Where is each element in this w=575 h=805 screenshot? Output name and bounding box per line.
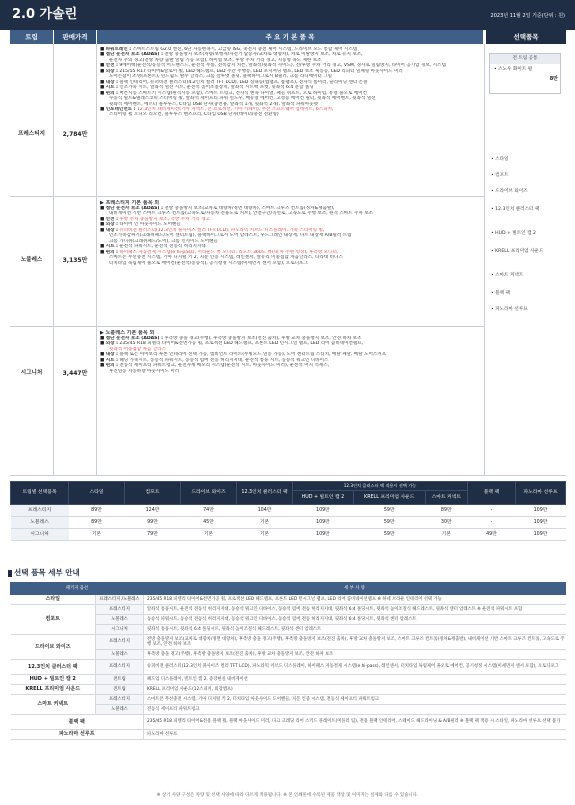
item-category: 편의 : <box>105 90 118 96</box>
trim-items <box>100 200 482 266</box>
det-trim: 노블레스 <box>96 705 144 715</box>
det-spec: 전동식 세이프티 파워트렁크 <box>144 705 566 715</box>
cmp-cell: 124만 <box>125 505 181 517</box>
cmp-subheader: HUD + 빌트인 캠 2 <box>293 491 354 505</box>
item-category: 외장 : <box>105 341 118 347</box>
item-line: ■ 인포테인먼트 : 12.3인치 내비게이션(기아 커넥트, 폰 프로젝션, 기아 카페이), 무선 소프트웨어 업데이트, 6스피커, <box>100 106 334 112</box>
section-title: 선택 품목 세부 안내 <box>14 568 80 577</box>
det-package: 스타일 <box>11 595 96 605</box>
common-option-item: • 스노우 화이트 펄 <box>494 67 533 72</box>
cmp-cell: 109만 <box>516 517 566 529</box>
option-item: • 컴포트 <box>491 173 509 178</box>
common-option-title: 전 트림 공통 <box>490 54 560 64</box>
item-line: ■ 파워트레인 : 스마트스트림 G2.0 엔진, 6단 자동변속기, 고급형 ISG, 축전지 충전 제어 시스템, 드라이브 모드 통합 제어 시스템 <box>100 47 358 52</box>
item-line <box>100 112 482 117</box>
divider <box>10 475 566 476</box>
item-category: ▶ 프레스티지 기본 품목 외 <box>100 200 160 206</box>
item-text: 인조가죽감싸기(크래쉬패드/도어 센터트림), 블랙하이그로시 도어 암레스트, 우드그레인 내장재, 나트 내장재 A/B필러 트림 <box>109 233 352 239</box>
cmp-cell: 기본 <box>237 529 293 541</box>
item-text: 스마트폰 무선충전 시스템, 기아 디지털 키 2, 지문 인증 시스템, 레인센서, 앞유리 이중접합 차음글라스, 타라대 비디스 <box>109 255 343 261</box>
divider <box>96 44 97 475</box>
item-category: 시트 : <box>105 357 118 363</box>
cmp-trim: 노블레스 <box>11 517 69 529</box>
cmp-cell: 79만 <box>125 529 181 541</box>
det-package: 드라이브 와이즈 <box>11 635 96 660</box>
det-trim: 노블레스 <box>96 615 144 625</box>
item-text: 후방 주차 충돌방지 보조, 측방 주차 거리 경고 <box>117 216 211 222</box>
item-line: ■ 안전 : 9에어백(운전석/동승석 어드밴스드, 운전석 무릎, 전복감지 커튼, 앞좌석/뒷좌석 사이드), 전/후방 주차 거리 경고, VSM, 경사로 밀림방지, 타이어 공기압 경보, 시스템 <box>100 63 446 69</box>
det-trim: 전트림 <box>96 685 144 695</box>
item-line: ■ 시트 : 헤딩 가죽시트, 동승석 파워시트, 동승석 럼버 전동 허리지지대, 운전석 통풍 시트, 동승석 워크인 디바이스 <box>100 357 329 363</box>
det-trim: 노블레스 <box>96 650 144 660</box>
item-text: 타이어 인 아웃사이드 도어핸들 <box>117 222 181 228</box>
det-row <box>11 730 566 740</box>
option-detail-table <box>10 582 566 740</box>
footer-note: ※ 상기 사양 구성은 차량 및 선택 사양에 따라 다르게 적용됩니다. ※ 본 인쇄물에 수록된 제품 색상 및 이미지는 실제와 다를 수 있습니다. <box>156 793 419 798</box>
item-line <box>100 261 482 266</box>
cmp-subheader: 스마트 커넥트 <box>425 491 467 505</box>
item-text: 12.3인치 내비게이션(기아 커넥트, 폰 프로젝션, 기아 카페이), 무선 소프트웨어 업데이트, 6스피커, <box>135 106 334 112</box>
det-spec: 235/45 R18 피렐리 타이어&전면가공 휠, 프로젝션 LED 헤드램프, 프론트 LED 턴시그널 램프, LED 리어 콤비네이션램프 ※ 하네 브라운 인테리어 선택 가능 <box>144 595 566 605</box>
det-spec: 전방 충돌방지 보조(교차로 대향차/정면 대향차), 후측방 충돌 경고(주행), 후측방 충돌방지 보조(전진 출차), 후방 교차 충돌방지 보조, 스마트 크루즈 컨트롤(정차&재출발), 내비게이션 기반 스마트 크루즈 컨트롤, 고속도로 주행 보조, 안전 하차 보조 <box>144 635 566 650</box>
item-category: 편의 : <box>105 249 118 255</box>
item-category: 첨단 운전자 보조 (ADAS) : <box>105 206 163 211</box>
cmp-cell: - <box>468 505 516 517</box>
item-category: ▶ 노블레스 기본 품목 외 <box>100 330 155 336</box>
cmp-row <box>11 517 566 529</box>
cmp-cell: 89만 <box>425 505 467 517</box>
option-item: • KRELL 프리미엄 사운드 <box>491 249 544 254</box>
section-marker <box>8 570 12 577</box>
det-row <box>11 685 566 695</box>
cmp-cell: 89만 <box>69 505 125 517</box>
det-package: 컴포트 <box>11 605 96 635</box>
item-text: 스마트스트림 G2.0 엔진, 6단 자동변속기, 고급형 ISG, 축전지 충전 제어 시스템, 드라이브 모드 통합 제어 시스템 <box>131 47 358 52</box>
item-line <box>100 369 482 374</box>
common-option-box <box>489 53 561 94</box>
det-spec: 동승석 파워시트, 동승석 전동식 허리지지대, 동승석 워크인 디바이스, 동승석 럼버 전동 허리지지대, 뒷좌석 6:4 폴딩시트, 뒷좌석 센터 암레스트 <box>144 615 566 625</box>
det-row <box>11 715 566 730</box>
cmp-cell: 45만 <box>181 517 237 529</box>
item-text: 후진연동 자동하향 아웃사이드 미러 <box>109 368 180 374</box>
det-row <box>11 605 566 615</box>
item-text: 235/45 R18 피렐리 타이어&전면가공 휠, 프로젝션 LED 헤드램프, 프론트 LED 턴시그널 램프, LED 리어 콤비네이션램프, <box>117 341 364 347</box>
cmp-cell: 74만 <box>181 505 237 517</box>
item-line: ■ 시트 : 인조가죽 시트, 앞좌석 열선 시트, 운전석 높이조절장치, 앞좌석 시트백 포켓, 뒷좌석 6:4 분할 폴딩 <box>100 85 314 91</box>
cmp-cell: 59만 <box>353 505 425 517</box>
item-category: 외장 : <box>105 222 118 228</box>
option-item: • 스타일 <box>491 157 509 162</box>
item-text: 블랙 또는 아이보리 투톤 인테리어 선택 가능, 엠비언트 라이트(무빙모드 연동 가능), 도어 센터트림 스티치, 메탈 페달, 메탈 도어스커프 <box>117 352 387 358</box>
cmp-row <box>11 505 566 517</box>
det-row <box>11 695 566 705</box>
trim-items <box>100 47 482 118</box>
item-line: ■ 외장 : 235/45 R18 피렐리 타이어&전면가공 휠, 프로젝션 LED 헤드램프, 프론트 LED 턴시그널 램프, LED 리어 콤비네이션램프, <box>100 341 364 347</box>
cmp-cell: 99만 <box>125 517 181 529</box>
item-line: ■ 내장 : 블랙 인테리어, 슈퍼비전 클러스터(4.2인치 컬러 TFT LCD), LED 실내등(맵램프, 룸램프), 전자식 룸미러, 슬라이딩 센터 콘솔 <box>100 79 368 85</box>
option-price-table <box>10 481 566 541</box>
date-note: 2023년 11월 2일 기준(단위 : 원) <box>490 13 565 19</box>
cmp-cell: 89만 <box>69 517 125 529</box>
col-trim-header: 트림 <box>10 30 53 44</box>
det-trim: 전트림 <box>96 675 144 685</box>
item-category: 안전 : <box>105 63 118 69</box>
det-spec: 뒷좌석 통풍시트, 뒷좌석 6:4 폴딩시트, 뒷좌석 높이조절식 헤드레스트, 뒷좌석 센터 암레스트 <box>144 625 566 635</box>
item-text: 헤딩 가죽시트, 동승석 파워시트, 동승석 럼버 전동 허리지지대, 운전석 통풍 시트, 동승석 워크인 디바이스 <box>117 357 329 363</box>
cmp-trim: 시그니처 <box>11 529 69 541</box>
item-category: 외장 : <box>105 68 118 74</box>
option-item: • 파노라마 선루프 <box>491 307 528 312</box>
item-text: 터치타입 독립제어 풀오토 에어컨(운전석/동승석), 공기청정 시스템(미세먼지 센서 포함), 오토디포그 <box>109 260 308 266</box>
item-text: 후측방 충돌 경고(주행), 후측방 충돌방지 보조(전진 출차), 후방 교차 충돌방지 보조, 안전 하차 보조 <box>162 336 362 341</box>
item-text: 슈퍼비전 클러스터(12.3인치 풀사이즈 컬러 TFT LCD), 파노라믹 커브드 디스플레이, 가죽 스티어링 휠, <box>117 227 325 233</box>
item-line: ■ 안전 : 후방 주차 충돌방지 보조, 측방 주차 거리 경고 <box>100 216 211 222</box>
divider <box>484 44 485 475</box>
cmp-header: 스타일 <box>69 482 125 505</box>
cmp-row <box>11 529 566 541</box>
det-trim: 프레스티지 <box>96 635 144 650</box>
item-text: 내비게이션 기반 스마트 크루즈 컨트롤(고속도로/자동차 전용도로 커브), 안전구간/곡선로, 고속도로 주행 보조, 원격 스마트 주차 보조 <box>109 211 373 217</box>
cmp-header: 블랙 팩 <box>468 482 516 505</box>
cmp-cell: 30만 <box>425 517 467 529</box>
cmp-subheader: KRELL 프리미엄 사운드 <box>353 491 425 505</box>
divider <box>10 326 484 327</box>
common-option-price: 8만 <box>549 75 558 82</box>
det-package: 12.3인치 클러스터 팩 <box>11 660 96 675</box>
det-spec: 앞좌석 통풍시트, 운전석 전동식 허리지지대, 동승석 워크인 디바이스, 동승석 럼버 전동 허리지지대, 뒷좌석 6:4 폴딩시트, 뒷좌석 높이조절식 헤드레스트, 뒷좌석 센터 암레스트 ※ 운전석 파워시트 포함 <box>144 605 566 615</box>
option-item: • HUD + 빌트인 캠 2 <box>491 231 536 236</box>
det-row <box>11 675 566 685</box>
page-title: 2.0 가솔린 <box>12 7 78 22</box>
item-category: 인포테인먼트 : <box>105 106 136 112</box>
col-price-header: 판매가격 <box>54 30 96 44</box>
col-options-header: 선택품목 <box>486 30 566 44</box>
item-category: 시트 : <box>105 85 118 91</box>
det-package: 블랙 팩 <box>11 715 144 730</box>
trim-name: 프레스티지 <box>17 131 46 137</box>
item-text: 도어손잡이 조명(프론트), 윈드쉴드 발수 글라스, 크롬 샬루엣 몰딩, 블랙하이그로시 B필러, 크롬 라디에이터 그릴 <box>109 74 333 80</box>
det-spec: 헤드업 디스플레이, 빌트인 캠 2, 증강현실 내비게이션 <box>144 675 566 685</box>
det-trim: 프레스티지 <box>96 605 144 615</box>
cmp-cell: 109만 <box>293 517 354 529</box>
item-line: ■ 첨단 운전자 보조 (ADAS) : 전방 충돌방지 보조(차량/보행자/자전거 탑승자/교차로 대향차), 차로 이탈방지 보조, 차로 유지 보조, <box>100 52 363 58</box>
option-item: • 드라이브 와이즈 <box>491 189 528 194</box>
col-items-header: 주 요 기 본 품 목 <box>97 30 483 44</box>
det-spec: KRELL 프리미엄 사운드(12스피커, 외장앰프) <box>144 685 566 695</box>
cmp-cell: 109만 <box>516 529 566 541</box>
cmp-cell: 104만 <box>237 505 293 517</box>
cmp-cell: 59만 <box>353 529 425 541</box>
det-header: 세 부 사 양 <box>144 583 566 595</box>
item-line: ■ 내장 : 블랙 또는 아이보리 투톤 인테리어 선택 가능, 엠비언트 라이트(무빙모드 연동 가능), 도어 센터트림 스티치, 메탈 페달, 메탈 도어스커프 <box>100 352 387 358</box>
item-text: 전방 충돌방지 보조(차량/보행자/자전거 탑승자/교차로 대향차), 차로 이탈방지 보조, 차로 유지 보조, <box>162 52 363 58</box>
item-category: 내장 : <box>105 79 118 85</box>
item-line: ■ 내장 : 슈퍼비전 클러스터(12.3인치 풀사이즈 컬러 TFT LCD), 파노라믹 커브드 디스플레이, 가죽 스티어링 휠, <box>100 227 325 233</box>
det-spec: 후측방 충돌 경고(주행), 후측방 충돌방지 보조(전진 출차), 후방 교차 충돌방지 보조, 안전 하차 보조 <box>144 650 566 660</box>
item-text: 블랙 인테리어, 슈퍼비전 클러스터(4.2인치 컬러 TFT LCD), LED 실내등(맵램프, 룸램프), 전자식 룸미러, 슬라이딩 센터 콘솔 <box>117 79 368 85</box>
det-trim: 프레스티지 <box>96 695 144 705</box>
det-package: 파노라마 선루프 <box>11 730 144 740</box>
cmp-header: 12.3인치 클러스터 팩 <box>237 482 293 505</box>
det-spec: 스마트폰 무선충전 시스템, 기아 디지털 키 2, 터치타입 아웃사이드 도어핸들, 지문 인증 시스템, 전동식 세이프티 파워트렁크 <box>144 695 566 705</box>
item-text: 수동식 틸트&텔레스코픽 스티어링 휠, 앞좌석 세이프티 파워 윈도우, 매뉴얼 에어컨, 고성능 에어컨 필터, 뒷좌석 에어벤트, 뒷좌석 열선 <box>109 96 376 102</box>
item-text: 운전자 주의 경고(전방 차량 출발 알림 기능 포함), 하이빔 보조, 후방 주차 거리 경고, 지능형 속도 제한 보조 <box>109 57 322 63</box>
item-text: 하이패스 자동결제 시스템(e hi-pass), 서라운드 뷰 모니터, 리모트 360도 뷰(내 차 주변 영상), 후측방 모니터, <box>117 249 339 255</box>
cmp-header: 컴포트 <box>125 482 181 505</box>
det-package: KRELL 프리미엄 사운드 <box>11 685 96 695</box>
option-item: • 스마트 커넥트 <box>491 273 524 278</box>
cmp-cell: - <box>468 517 516 529</box>
item-text: 9에어백(운전석/동승석 어드밴스드, 운전석 무릎, 전복감지 커튼, 앞좌석/뒷좌석 사이드), 전/후방 주차 거리 경고, VSM, 경사로 밀림방지, 타이어 공기압 경보, 시스템 <box>117 63 446 69</box>
item-text: 215/55 R17 타이어&알로이 휠, LED 헤드램프, LED 주간 주행등, LED 포지셔닝 램프, LED 보조 제동등, LED 리피터 일체형 아웃사이드 미러 <box>117 68 403 74</box>
item-text: 뒷좌석 이중접합 차음 글라스 <box>109 346 167 352</box>
item-line: ■ 편의 : 전동식 세이프티 파워트렁크, 운전자세 메모리 시스템(운전석 시트, 아웃사이드 미러), 운전석 이지 억세스, <box>100 363 330 369</box>
cmp-cell: 59만 <box>353 517 425 529</box>
det-row <box>11 635 566 650</box>
det-trim: 프레스티지 <box>96 660 144 675</box>
divider <box>10 196 484 197</box>
cmp-header: 트림별 선택품목 <box>11 482 69 505</box>
cmp-cell: 기본 <box>181 529 237 541</box>
item-category: 첨단 운전자 보조 (ADAS) : <box>105 336 163 341</box>
det-trim: 시그니처 <box>96 625 144 635</box>
cmp-cell: 109만 <box>293 529 354 541</box>
cmp-header: 드라이브 와이즈 <box>181 482 237 505</box>
option-item: • 블랙 팩 <box>491 291 510 296</box>
trim-price: 3,447만 <box>62 370 88 377</box>
trim-price: 2,784만 <box>62 131 88 138</box>
item-text: 스티어링 휠 오디오 리모컨, 블루투스 핸즈프리, C타입 USB 단자(데이터/충전 전환형) <box>109 112 279 118</box>
item-category: 편의 : <box>105 363 118 369</box>
item-text: 전동식 세이프티 파워트렁크, 운전자세 메모리 시스템(운전석 시트, 아웃사이드 미러), 운전석 이지 억세스, <box>117 363 330 369</box>
item-text: 크롬 가니쉬(크래쉬패드/도어), 크롬 인사이드 도어핸들 <box>109 238 218 244</box>
item-text: 버튼시동 스마트키 시스템(원격시동 포함), 스마트 트렁크, 전자식 변속 다이얼, 패들 쉬프트, 오토 하이빔, 듀얼 풀오토 에어컨 <box>117 90 368 96</box>
option-item: • 12.3인치 클러스터 팩 <box>491 207 540 212</box>
cmp-trim: 프레스티지 <box>11 505 69 517</box>
cmp-cell: 109만 <box>516 505 566 517</box>
det-package: 스마트 커넥트 <box>11 695 96 715</box>
item-line: ■ 편의 : 버튼시동 스마트키 시스템(원격시동 포함), 스마트 트렁크, 전자식 변속 다이얼, 패들 쉬프트, 오토 하이빔, 듀얼 풀오토 에어컨 <box>100 90 368 96</box>
item-category: 안전 : <box>105 216 118 222</box>
det-spec: 235/45 R18 피렐리 타이어&전용 블랙 휠, 블랙 아웃사이드 미러, 다크 크레딩 리어 스키드 플레이트(머플러 팁), 전용 블랙 인테리어, 스웨이드 헤드라이닝 & A/B필러 ※ 블랙 팩 적용 시 스타일, 파노라마 선루프 선택 불가 <box>144 715 566 730</box>
cmp-header: 파노라마 선루프 <box>516 482 566 505</box>
det-package: HUD + 빌트인 캠 2 <box>11 675 96 685</box>
cmp-cell: 기본 <box>237 517 293 529</box>
item-line: ■ 시트 : 운전석 파워시트, 운전석 전동식 허리지지대 <box>100 244 206 250</box>
det-spec: 파노라마 선루프 <box>144 730 566 740</box>
item-line: ■ 편의 : 하이패스 자동결제 시스템(e hi-pass), 서라운드 뷰 모니터, 리모트 360도 뷰(내 차 주변 영상), 후측방 모니터, <box>100 249 339 255</box>
item-category: 첨단 운전자 보조 (ADAS) : <box>105 52 163 58</box>
item-text: 인조가죽 시트, 앞좌석 열선 시트, 운전석 높이조절장치, 앞좌석 시트백 포켓, 뒷좌석 6:4 분할 폴딩 <box>117 85 314 91</box>
cmp-header: 12.3인치 클러스터 팩 적용시 선택 가능 <box>293 482 468 491</box>
cmp-cell: 기본 <box>69 529 125 541</box>
det-row <box>11 660 566 675</box>
item-text: 전방 충돌방지 보조(교차로 대향차/정면 대향차), 스마트 크루즈 컨트롤(정차&재출발), <box>162 206 335 211</box>
cmp-cell: 49만 <box>468 529 516 541</box>
det-header: 패키지 옵션 <box>11 583 144 595</box>
item-category: 내장 : <box>105 352 118 358</box>
item-line: ■ 첨단 운전자 보조 (ADAS) : 후측방 충돌 경고(주행), 후측방 충돌방지 보조(전진 출차), 후방 교차 충돌방지 보조, 안전 하차 보조 <box>100 336 362 341</box>
trim-name: 시그니처 <box>20 370 43 376</box>
title-bar <box>0 0 575 30</box>
item-text: 뒷좌석 에어벤트, 에르터 블루투스, C타입 USB 단자(충전용, 앞좌석 1개, 뒷좌석 2개), 앞좌석 파워아웃렛 <box>109 101 318 107</box>
item-line: ■ 첨단 운전자 보조 (ADAS) : 전방 충돌방지 보조(교차로 대향차/정면 대향차), 스마트 크루즈 컨트롤(정차&재출발), <box>100 206 335 211</box>
item-category: 시트 : <box>105 244 118 250</box>
det-trim: 프레스티지 /노블레스 <box>96 595 144 605</box>
cmp-cell: 109만 <box>293 505 354 517</box>
item-line: ■ 외장 : 타이어 인 아웃사이드 도어핸들 <box>100 222 181 228</box>
trim-price: 3,135만 <box>62 257 88 264</box>
cmp-cell: 기본 <box>425 529 467 541</box>
item-category: 내장 : <box>105 227 118 233</box>
item-line: ■ 외장 : 215/55 R17 타이어&알로이 휠, LED 헤드램프, LED 주간 주행등, LED 포지셔닝 램프, LED 보조 제동등, LED 리피터 일체형 아웃사이드 미러 <box>100 68 403 74</box>
item-category: 파워트레인 : <box>105 47 132 52</box>
item-text: 운전석 파워시트, 운전석 전동식 허리지지대 <box>117 244 206 250</box>
det-spec: 슈퍼비전 클러스터(12.3인치 풀사이즈 컬러 TFT LCD), 파노라믹 커브드 디스플레이, 하이패스 자동결제 시스템(e hi-pass), 레인센서, 터치타입 독립제어 풀오토 에어컨, 공기청정 시스템(미세먼지 센서 포함), 오토디포그 <box>144 660 566 675</box>
det-row <box>11 595 566 605</box>
trim-name: 노블레스 <box>20 257 43 263</box>
trim-items <box>100 330 482 374</box>
